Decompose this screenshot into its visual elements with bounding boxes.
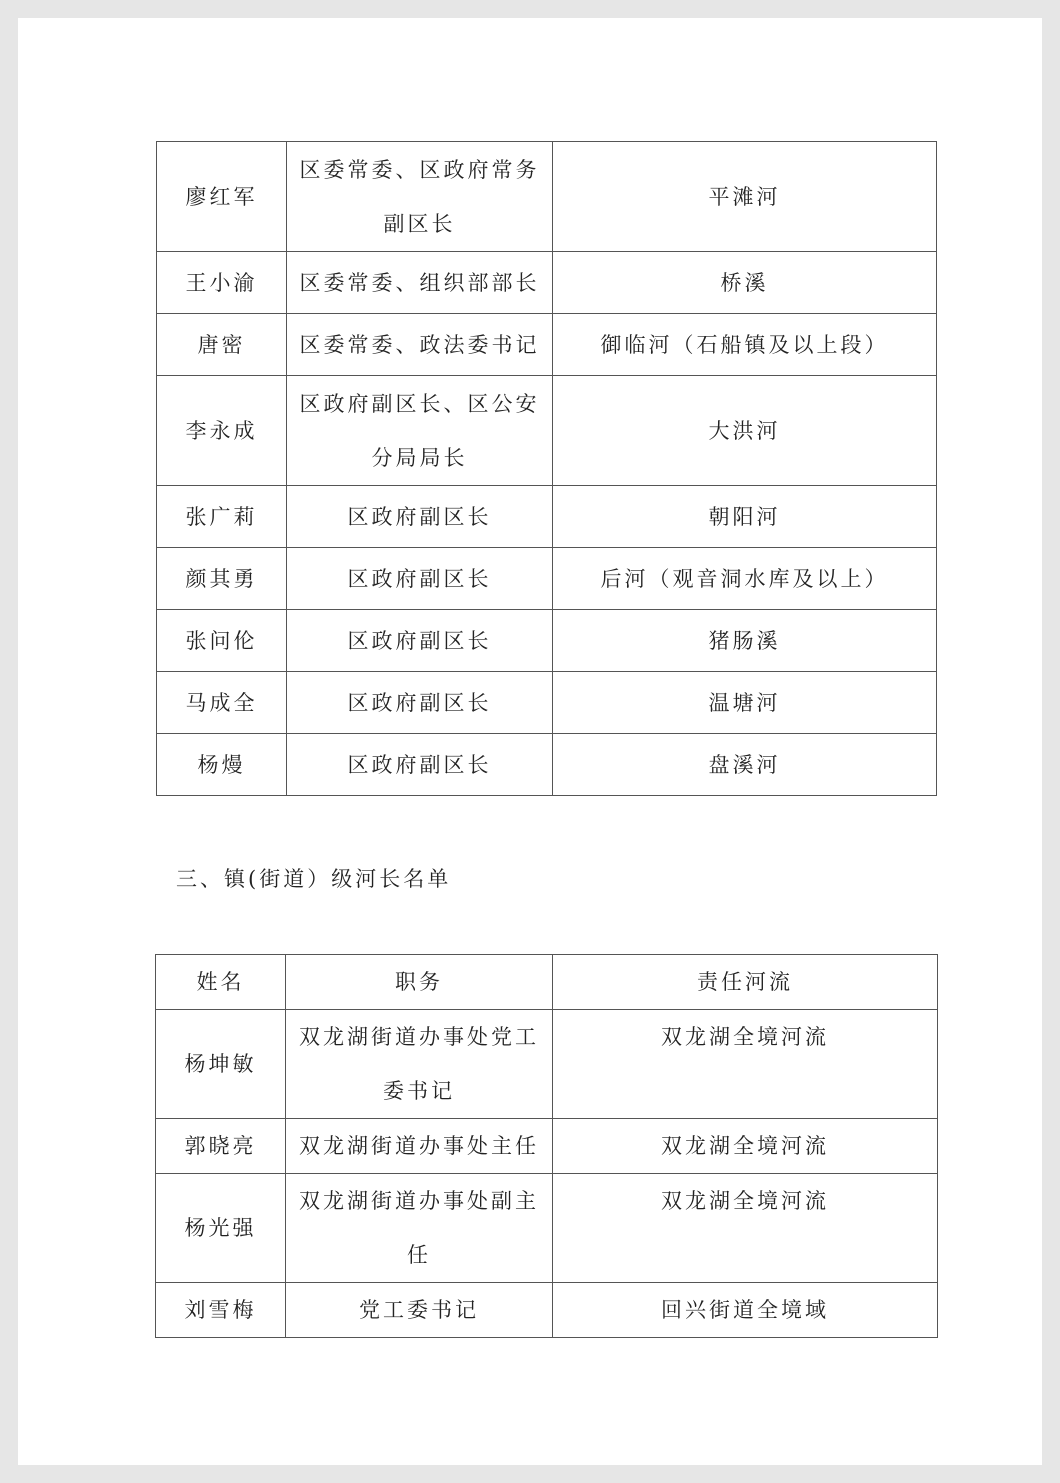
river-cell: 桥溪 — [553, 252, 937, 314]
name-cell: 马成全 — [157, 672, 287, 734]
table-row — [156, 1010, 938, 1119]
position-cell: 区政府副区长 — [287, 548, 553, 610]
river-cell: 双龙湖全境河流 — [553, 1119, 938, 1174]
position-cell: 区政府副区长 — [287, 734, 553, 796]
position-cell: 区政府副区长 — [287, 486, 553, 548]
position-cell: 双龙湖街道办事处主任 — [286, 1119, 553, 1174]
name-cell: 张广莉 — [157, 486, 287, 548]
position-cell: 党工委书记 — [286, 1283, 553, 1338]
name-cell: 张问伦 — [157, 610, 287, 672]
river-cell: 双龙湖全境河流 — [553, 1010, 938, 1119]
section-heading: 三、镇(街道）级河长名单 — [176, 867, 452, 891]
river-cell: 温塘河 — [553, 672, 937, 734]
header-river: 责任河流 — [553, 955, 938, 1010]
document-page — [18, 18, 1042, 1465]
position-cell: 双龙湖街道办事处副主任 — [286, 1174, 553, 1283]
position-cell: 区委常委、区政府常务副区长 — [287, 142, 553, 252]
table-row — [157, 252, 937, 314]
county-river-chief-table — [156, 141, 937, 796]
position-cell: 双龙湖街道办事处党工委书记 — [286, 1010, 553, 1119]
table-row — [157, 376, 937, 486]
header-name: 姓名 — [156, 955, 286, 1010]
river-cell: 回兴街道全境域 — [553, 1283, 938, 1338]
name-cell: 王小渝 — [157, 252, 287, 314]
name-cell: 刘雪梅 — [156, 1283, 286, 1338]
name-cell: 颜其勇 — [157, 548, 287, 610]
river-cell: 后河（观音洞水库及以上） — [553, 548, 937, 610]
name-cell: 杨坤敏 — [156, 1010, 286, 1119]
town-river-chief-table — [155, 954, 938, 1338]
table-row — [156, 1283, 938, 1338]
table-row — [157, 734, 937, 796]
river-cell: 朝阳河 — [553, 486, 937, 548]
name-cell: 杨光强 — [156, 1174, 286, 1283]
table-row — [157, 548, 937, 610]
position-cell: 区委常委、组织部部长 — [287, 252, 553, 314]
table-row — [157, 672, 937, 734]
table-row — [157, 610, 937, 672]
name-cell: 杨熳 — [157, 734, 287, 796]
position-cell: 区政府副区长 — [287, 610, 553, 672]
name-cell: 郭晓亮 — [156, 1119, 286, 1174]
position-cell: 区政府副区长 — [287, 672, 553, 734]
header-position: 职务 — [286, 955, 553, 1010]
table-row — [157, 314, 937, 376]
name-cell: 唐密 — [157, 314, 287, 376]
river-cell: 平滩河 — [553, 142, 937, 252]
table-row — [156, 1174, 938, 1283]
position-cell: 区委常委、政法委书记 — [287, 314, 553, 376]
table-row — [157, 142, 937, 252]
table-row — [156, 1119, 938, 1174]
river-cell: 双龙湖全境河流 — [553, 1174, 938, 1283]
position-cell: 区政府副区长、区公安分局局长 — [287, 376, 553, 486]
name-cell: 廖红军 — [157, 142, 287, 252]
river-cell: 猪肠溪 — [553, 610, 937, 672]
table-row — [157, 486, 937, 548]
table-header-row — [156, 955, 938, 1010]
river-cell: 大洪河 — [553, 376, 937, 486]
river-cell: 盘溪河 — [553, 734, 937, 796]
river-cell: 御临河（石船镇及以上段） — [553, 314, 937, 376]
name-cell: 李永成 — [157, 376, 287, 486]
